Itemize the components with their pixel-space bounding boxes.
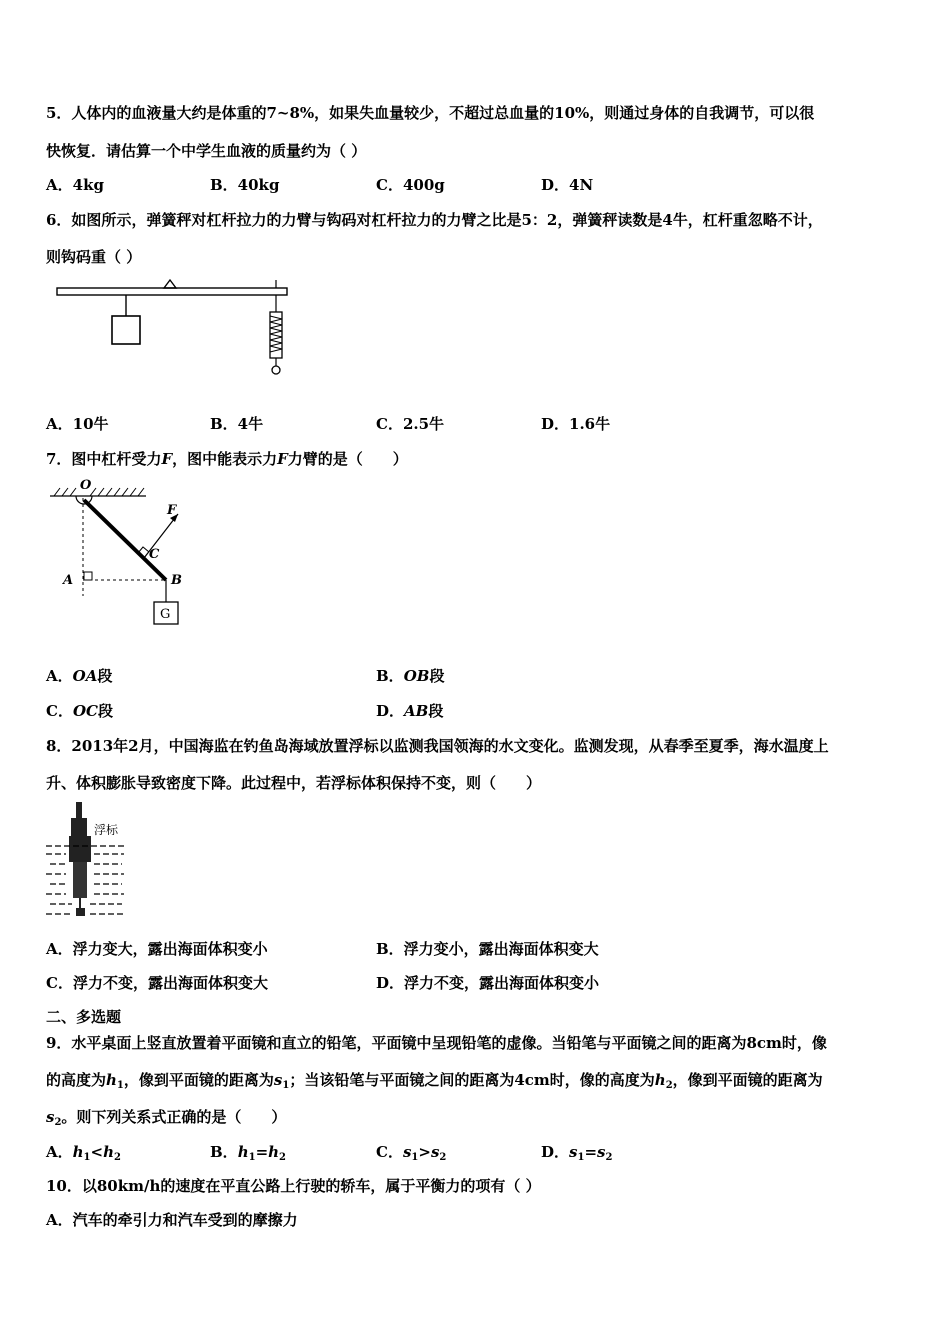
q8-line1: 8．2013年2月，中国海监在钓鱼岛海域放置浮标以监测我国领海的水文变化。监测发现，从春季至夏季，海水温度上 <box>46 737 829 755</box>
label-o: O <box>80 478 92 493</box>
q9-option-c: C．$s_1>s_2$ <box>376 1143 447 1163</box>
q7-line1: 7．图中杠杆受力F，图中能表示力F力臂的是（ ） <box>46 450 408 468</box>
q6-line1: 6．如图所示，弹簧秤对杠杆拉力的力臂与钩码对杠杆拉力的力臂之比是5：2，弹簧秤读数是4牛，杠杆重忽略不计， <box>46 211 823 229</box>
fulcrum <box>164 280 176 288</box>
buoy-bottom <box>73 862 87 898</box>
q9-option-a: A．$h_1<h_2$ <box>46 1143 121 1163</box>
label-g: G <box>160 607 171 622</box>
buoy-label: 浮标 <box>94 823 119 837</box>
q9-option-d: D．$s_1=s_2$ <box>541 1143 613 1163</box>
q6-option-c: C．2.5牛 <box>376 415 445 433</box>
q7-option-b: B．OB段 <box>376 667 445 685</box>
lever-bar <box>57 288 287 295</box>
label-f: F <box>167 503 177 518</box>
buoy-weight <box>76 908 85 916</box>
q8-option-d: D．浮力不变，露出海面体积变小 <box>376 974 600 992</box>
section-title: 二、多选题 <box>46 1008 122 1026</box>
q10-option-a: A．汽车的牵引力和汽车受到的摩擦力 <box>46 1211 298 1229</box>
buoy-body <box>69 836 91 862</box>
right-angle-a <box>84 572 92 580</box>
buoy-top <box>71 818 87 836</box>
q7-option-c: C．OC段 <box>46 702 113 720</box>
q7-option-a: A．OA段 <box>46 667 113 685</box>
q8-option-a: A．浮力变大，露出海面体积变小 <box>46 940 268 958</box>
label-a: A <box>63 573 74 588</box>
q6-option-a: A．10牛 <box>46 415 109 433</box>
q5-option-d: D．4N <box>541 176 594 194</box>
spring-coil <box>270 316 282 352</box>
q5-line2: 快恢复．请估算一个中学生血液的质量约为（ ） <box>46 142 367 160</box>
q7-lever-figure <box>46 476 196 631</box>
spring-ring <box>272 366 280 374</box>
q8-line2: 升、体积膨胀导致密度下降。此过程中，若浮标体积保持不变，则（ ） <box>46 774 542 792</box>
q9-line3: $s_2$。则下列关系式正确的是（ ） <box>46 1108 287 1128</box>
hook-weight <box>112 316 140 344</box>
q5-option-a: A．4kg <box>46 176 104 194</box>
q6-option-b: B．4牛 <box>210 415 264 433</box>
lever-ob <box>84 500 166 580</box>
q9-line1: 9．水平桌面上竖直放置着平面镜和直立的铅笔，平面镜中呈现铅笔的虚像。当铅笔与平面镜之间的距离为8cm时，像 <box>46 1034 827 1052</box>
q7-option-d: D．AB段 <box>376 702 444 720</box>
q8-option-c: C．浮力不变，露出海面体积变大 <box>46 974 268 992</box>
q6-lever-figure <box>54 282 294 382</box>
label-c: C <box>149 547 160 562</box>
q5-option-b: B．40kg <box>210 176 280 194</box>
label-b: B <box>171 573 182 588</box>
q9-option-b: B．$h_1=h_2$ <box>210 1143 287 1163</box>
ceiling-hatch <box>54 488 144 496</box>
q5-option-c: C．400g <box>376 176 445 194</box>
buoy-antenna <box>76 802 82 818</box>
q8-buoy-figure <box>44 802 144 922</box>
q8-option-b: B．浮力变小，露出海面体积变大 <box>376 940 599 958</box>
q10-line1: 10．以80km/h的速度在平直公路上行驶的轿车，属于平衡力的项有（ ） <box>46 1177 541 1195</box>
q5-line1: 5．人体内的血液量大约是体重的7~8%，如果失血量较少，不超过总血量的10%，则通过身体的自我调节，可以很 <box>46 104 815 122</box>
q9-line2: 的高度为$h_1$，像到平面镜的距离为$s_1$；当该铅笔与平面镜之间的距离为4cm时，像的高度为$h_2$，像到平面镜的距离为 <box>46 1071 823 1091</box>
q6-option-d: D．1.6牛 <box>541 415 611 433</box>
q6-line2: 则钩码重（ ） <box>46 248 142 266</box>
